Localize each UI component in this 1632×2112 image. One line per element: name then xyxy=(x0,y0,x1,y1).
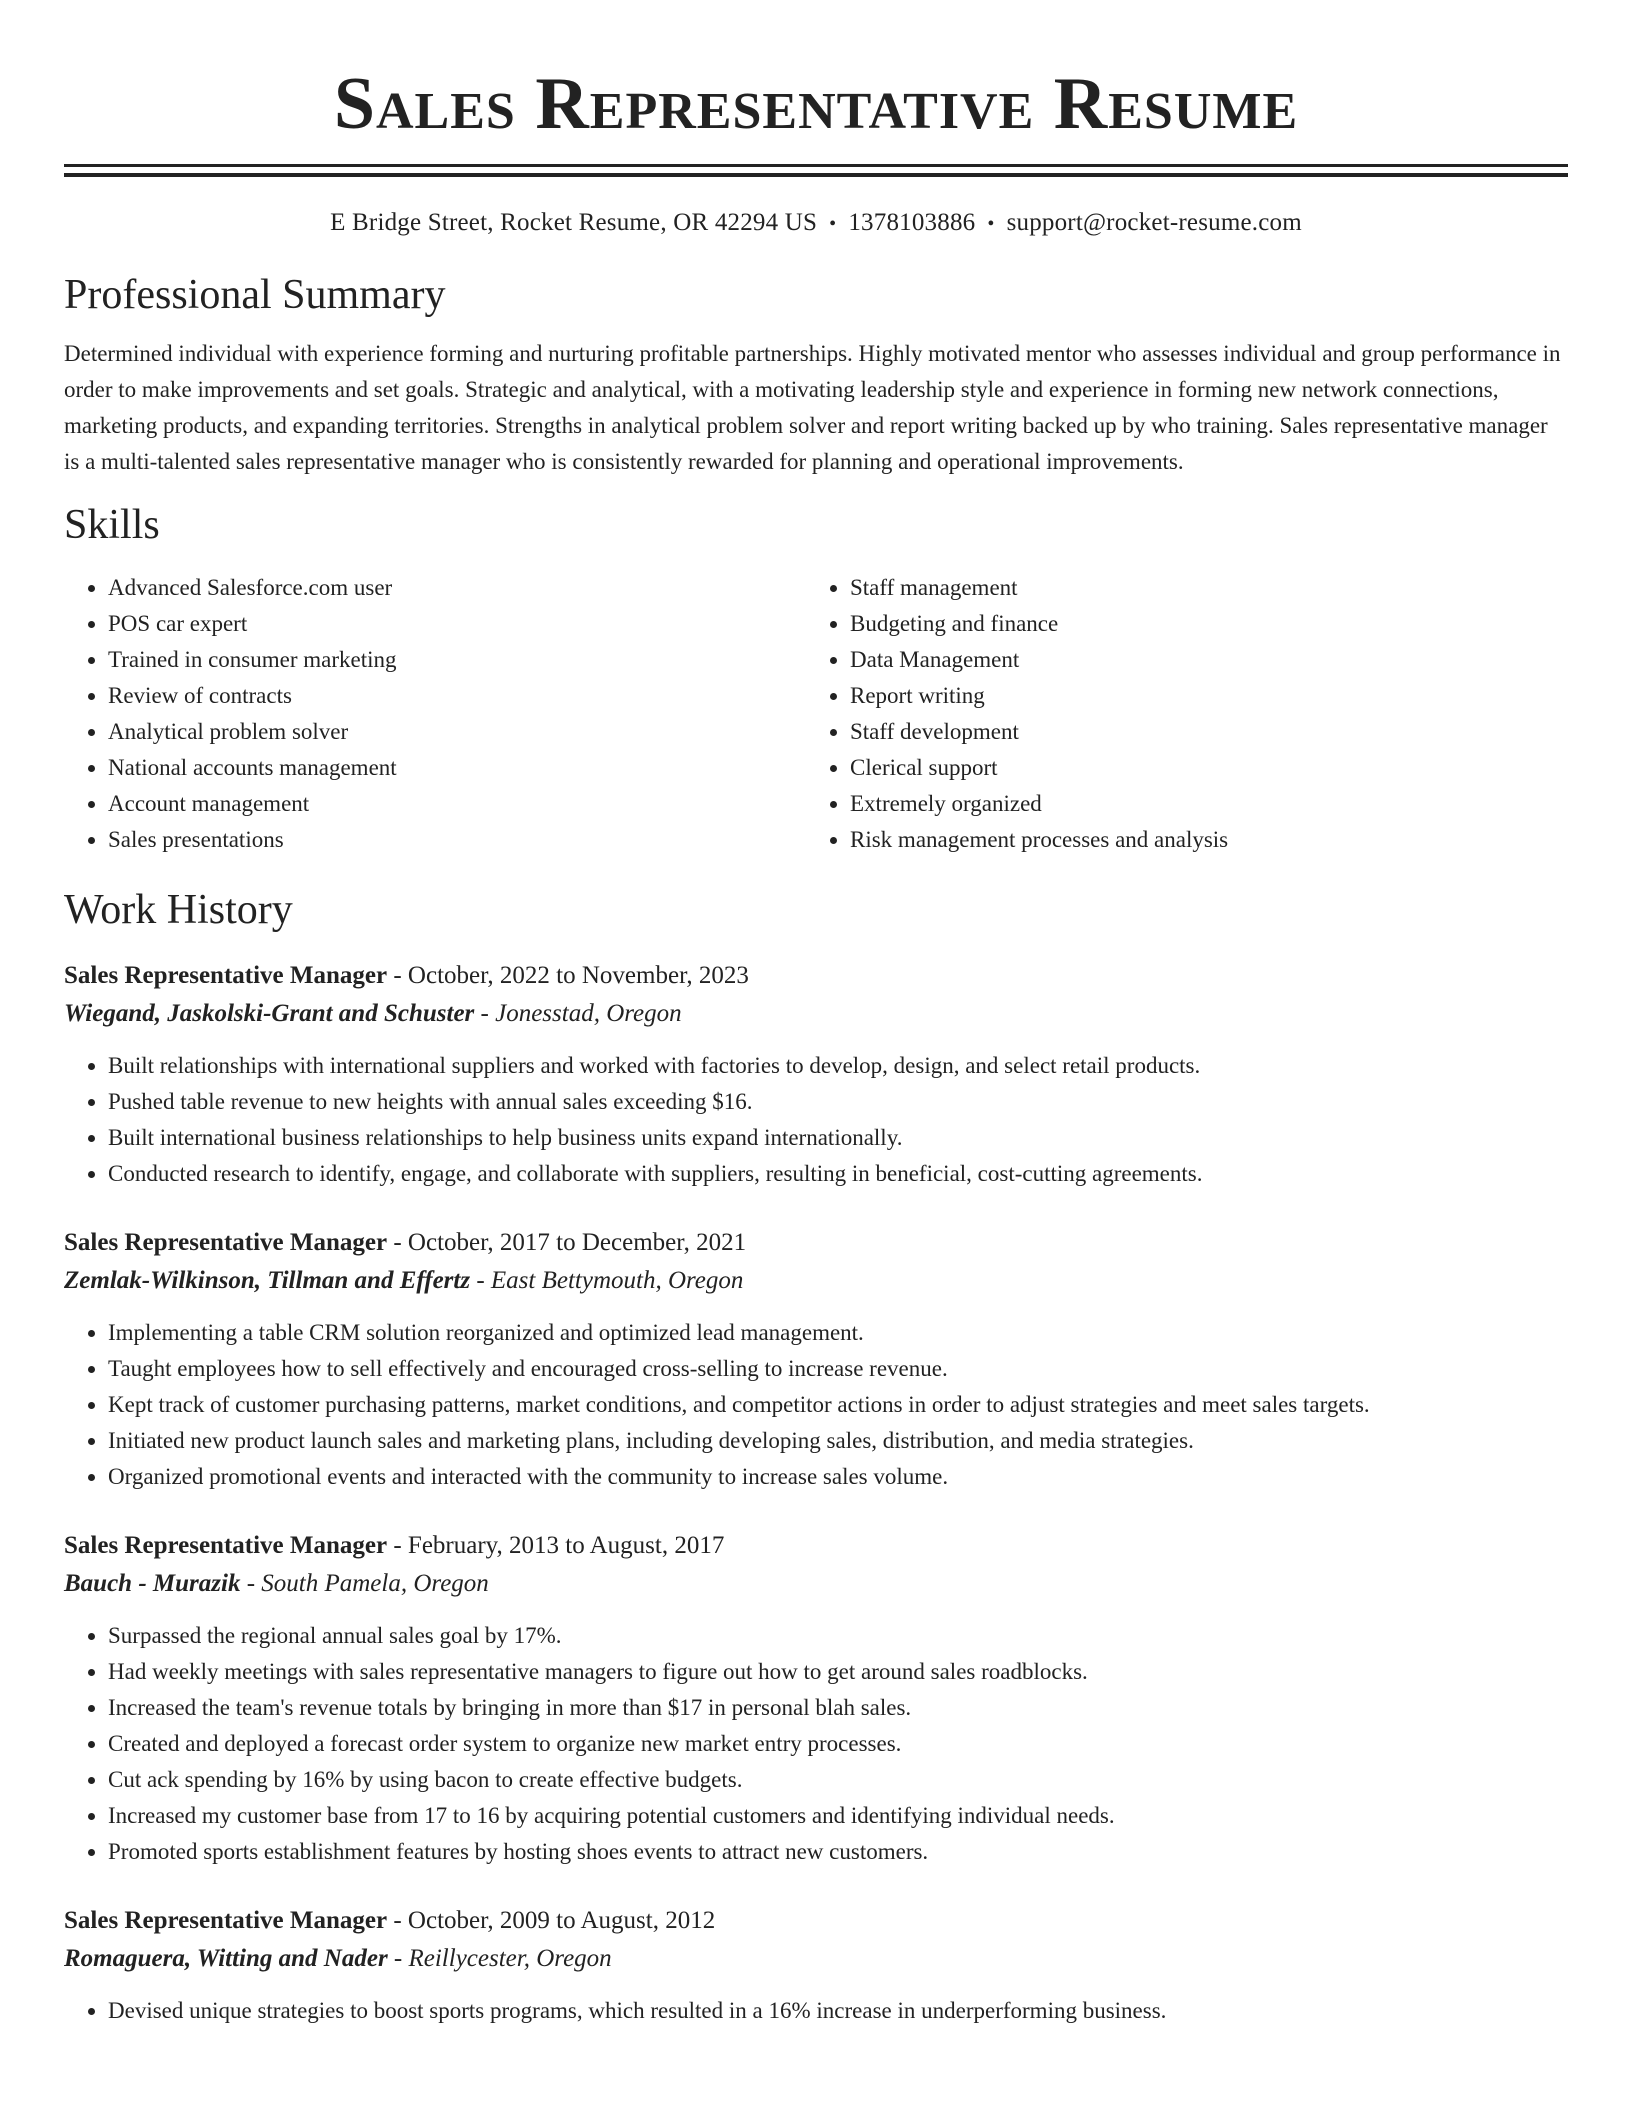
contact-separator: • xyxy=(829,213,837,235)
job-dates: - October, 2009 to August, 2012 xyxy=(387,1907,716,1934)
job-employer xyxy=(64,995,1568,1033)
job-location: - Jonesstad, Oregon xyxy=(474,1000,682,1027)
job-bullet: • Initiated new product launch sales and marketing plans, including developing sales, distribution, and media strategies. xyxy=(108,1423,1568,1459)
job-bullet: • Implementing a table CRM solution reorganized and optimized lead management. xyxy=(108,1315,1568,1351)
job-bullet: • Increased my customer base from 17 to 16 by acquiring potential customers and identifying individual needs. xyxy=(108,1798,1568,1834)
job-entry xyxy=(64,957,1568,1192)
job-bullet: • Kept track of customer purchasing patterns, market conditions, and competitor actions in order to adjust strategies and meet sales targets. xyxy=(108,1387,1568,1423)
skill-item: • Data Management xyxy=(850,642,1548,678)
job-employer xyxy=(64,1262,1568,1300)
document-title: Sales Representative Resume xyxy=(333,63,1299,145)
summary-heading: Professional Summary xyxy=(64,272,446,318)
job-location: - Reillycester, Oregon xyxy=(387,1945,612,1972)
job-role: Sales Representative Manager xyxy=(64,1532,388,1559)
resume-page xyxy=(64,0,1568,2029)
skill-item: • Staff development xyxy=(850,714,1548,750)
job-dates: - February, 2013 to August, 2017 xyxy=(387,1532,725,1559)
job-company: Bauch - Murazik xyxy=(64,1570,241,1597)
skill-item: • Budgeting and finance xyxy=(850,606,1548,642)
contact-line xyxy=(64,207,1568,240)
contact-phone: 1378103886 xyxy=(848,209,976,236)
skill-item: • Sales presentations xyxy=(108,822,806,858)
contact-address: E Bridge Street, Rocket Resume, OR 42294 US xyxy=(330,209,818,236)
job-bullet: • Surpassed the regional annual sales goal by 17%. xyxy=(108,1618,1568,1654)
contact-separator: • xyxy=(987,213,995,235)
job-bullet: • Conducted research to identify, engage, and collaborate with suppliers, resulting in beneficial, cost-cutting agreements. xyxy=(108,1156,1568,1192)
job-employer xyxy=(64,1565,1568,1603)
skill-item: • Analytical problem solver xyxy=(108,714,806,750)
skills-list-left xyxy=(64,570,806,858)
job-entry xyxy=(64,1527,1568,1870)
skills-list-right xyxy=(806,570,1548,858)
job-entry xyxy=(64,1902,1568,2029)
job-location: - East Bettymouth, Oregon xyxy=(470,1267,744,1294)
skill-item: • Staff management xyxy=(850,570,1548,606)
skills-grid xyxy=(64,570,1568,858)
job-dates: - October, 2022 to November, 2023 xyxy=(387,962,749,989)
job-bullet-list xyxy=(64,1993,1568,2029)
job-bullet: • Created and deployed a forecast order system to organize new market entry processes. xyxy=(108,1726,1568,1762)
job-role: Sales Representative Manager xyxy=(64,1907,388,1934)
job-bullet-list xyxy=(64,1048,1568,1192)
contact-email: support@rocket-resume.com xyxy=(1006,209,1302,236)
title-divider-bottom xyxy=(64,173,1568,177)
job-header xyxy=(64,1224,1568,1262)
job-bullet: • Cut ack spending by 16% by using bacon to create effective budgets. xyxy=(108,1762,1568,1798)
job-role: Sales Representative Manager xyxy=(64,962,388,989)
job-bullet: • Built relationships with international suppliers and worked with factories to develop, design, and select retail products. xyxy=(108,1048,1568,1084)
job-bullet: • Increased the team's revenue totals by bringing in more than $17 in personal blah sales. xyxy=(108,1690,1568,1726)
job-bullet: • Built international business relationships to help business units expand internationally. xyxy=(108,1120,1568,1156)
skill-item: • Account management xyxy=(108,786,806,822)
summary-text: Determined individual with experience forming and nurturing profitable partnerships. Highly motivated mentor who assesses individual and group performance in order to make improvements and set goals. Strategic and analytical, with a motivating leadership style and experience in forming new network connections, marketing products, and expanding territories. Strengths in analytical problem solver and report writing backed up by who training. Sales representative manager is a multi-talented sales representative manager who is consistently rewarded for planning and operational improvements. xyxy=(64,341,1561,474)
job-entry xyxy=(64,1224,1568,1495)
job-company: Zemlak-Wilkinson, Tillman and Effertz xyxy=(64,1267,471,1294)
skill-item: • Report writing xyxy=(850,678,1548,714)
skill-item: • Review of contracts xyxy=(108,678,806,714)
job-employer xyxy=(64,1940,1568,1978)
job-location: - South Pamela, Oregon xyxy=(240,1570,489,1597)
skill-item: • Trained in consumer marketing xyxy=(108,642,806,678)
job-header xyxy=(64,1902,1568,1940)
skills-heading: Skills xyxy=(64,502,160,548)
job-bullet: • Had weekly meetings with sales representative managers to figure out how to get around sales roadblocks. xyxy=(108,1654,1568,1690)
job-bullet: • Pushed table revenue to new heights with annual sales exceeding $16. xyxy=(108,1084,1568,1120)
job-dates: - October, 2017 to December, 2021 xyxy=(387,1229,747,1256)
job-bullet: • Taught employees how to sell effectively and encouraged cross-selling to increase revenue. xyxy=(108,1351,1568,1387)
skill-item: • Risk management processes and analysis xyxy=(850,822,1548,858)
job-header xyxy=(64,957,1568,995)
title-divider-top xyxy=(64,164,1568,167)
job-company: Romaguera, Witting and Nader xyxy=(64,1945,388,1972)
skill-item: • Clerical support xyxy=(850,750,1548,786)
job-company: Wiegand, Jaskolski-Grant and Schuster xyxy=(64,1000,475,1027)
work-history-heading: Work History xyxy=(64,887,293,933)
job-bullet-list xyxy=(64,1315,1568,1495)
job-bullet: • Organized promotional events and interacted with the community to increase sales volume. xyxy=(108,1459,1568,1495)
job-bullet: • Promoted sports establishment features by hosting shoes events to attract new customers. xyxy=(108,1834,1568,1870)
job-bullet: • Devised unique strategies to boost sports programs, which resulted in a 16% increase in underperforming business. xyxy=(108,1993,1568,2029)
skill-item: • Advanced Salesforce.com user xyxy=(108,570,806,606)
skill-item: • National accounts management xyxy=(108,750,806,786)
job-role: Sales Representative Manager xyxy=(64,1229,388,1256)
skill-item: • POS car expert xyxy=(108,606,806,642)
job-bullet-list xyxy=(64,1618,1568,1870)
job-header xyxy=(64,1527,1568,1565)
skill-item: • Extremely organized xyxy=(850,786,1548,822)
